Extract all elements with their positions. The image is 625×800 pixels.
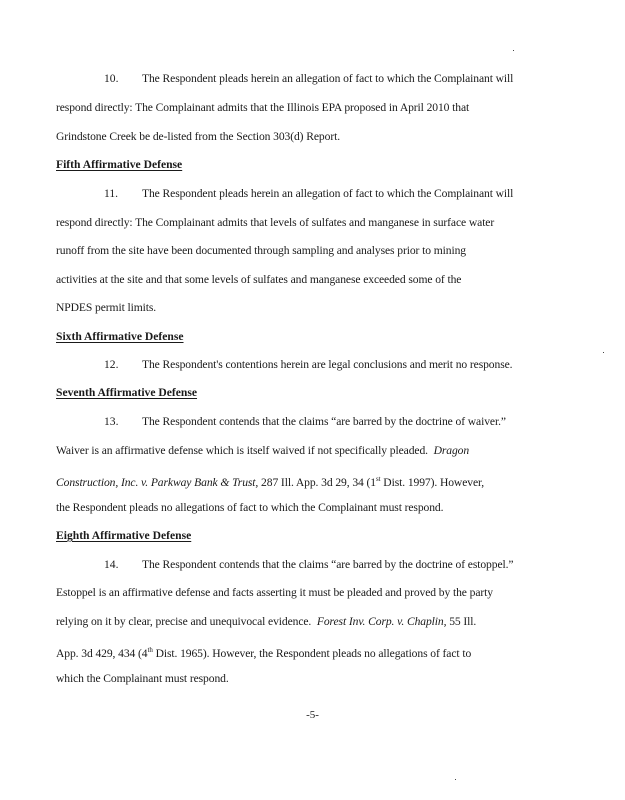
paragraph-line: Estoppel is an affirmative defense and facts asserting it must be pleaded and proved by the party — [56, 586, 493, 599]
paragraph-line: runoff from the site have been documented through sampling and analyses prior to mining — [56, 244, 466, 257]
paragraph-line — [56, 615, 476, 629]
paragraph-line — [56, 643, 471, 661]
paragraph-line — [56, 472, 484, 490]
paragraph-line: The Respondent's contentions herein are legal conclusions and merit no response. — [142, 358, 513, 371]
paragraph-line: which the Complainant must respond. — [56, 672, 229, 685]
section-heading: Fifth Affirmative Defense — [56, 158, 183, 171]
citation-text: 287 Ill. App. 3d 29, 34 (1 — [261, 475, 376, 489]
page-number: -5- — [306, 709, 319, 721]
citation-superscript: st — [376, 475, 381, 483]
paragraph-number: 10. — [104, 72, 119, 85]
paragraph-line — [56, 444, 469, 458]
paragraph-line: activities at the site and that some levels of sulfates and manganese exceeded some of the — [56, 273, 462, 286]
scan-speck — [603, 352, 604, 353]
section-heading: Eighth Affirmative Defense — [56, 529, 192, 542]
citation-text: Dist. 1965). However, the Respondent pleads no allegations of fact to — [155, 646, 472, 660]
paragraph-line: The Respondent pleads herein an allegation of fact to which the Complainant will — [142, 187, 514, 200]
paragraph-number: 13. — [104, 415, 119, 428]
paragraph-line: the Respondent pleads no allegations of fact to which the Complainant must respond. — [56, 501, 444, 514]
paragraph-line: respond directly: The Complainant admits that levels of sulfates and manganese in surface water — [56, 216, 495, 229]
section-heading: Sixth Affirmative Defense — [56, 330, 184, 343]
case-name-italic: Construction, Inc. v. Parkway Bank & Trust, — [56, 475, 259, 489]
citation-text: 55 Ill. — [449, 615, 477, 628]
paragraph-number: 12. — [104, 358, 119, 371]
citation-text: Dist. 1997). However, — [383, 475, 485, 489]
paragraph-line-text: relying on it by clear, precise and unequivocal evidence. — [56, 615, 312, 628]
case-name-italic: Forest Inv. Corp. v. Chaplin, — [316, 615, 447, 628]
scan-speck — [455, 779, 456, 780]
paragraph-line: The Respondent contends that the claims “are barred by the doctrine of waiver.” — [142, 415, 506, 428]
paragraph-number: 14. — [104, 558, 119, 571]
paragraph-line: respond directly: The Complainant admits that the Illinois EPA proposed in April 2010 that — [56, 101, 470, 114]
case-name-italic: Dragon — [433, 444, 470, 457]
paragraph-line: The Respondent contends that the claims “are barred by the doctrine of estoppel.” — [142, 558, 514, 571]
paragraph-line: Grindstone Creek be de-listed from the Section 303(d) Report. — [56, 130, 340, 143]
paragraph-line: The Respondent pleads herein an allegation of fact to which the Complainant will — [142, 72, 514, 85]
citation-superscript: th — [147, 646, 153, 654]
citation-text: App. 3d 429, 434 (4 — [56, 646, 148, 660]
scan-speck — [513, 50, 514, 51]
paragraph-line-text: Waiver is an affirmative defense which is itself waived if not specifically pleaded. — [56, 444, 428, 457]
paragraph-number: 11. — [104, 187, 119, 200]
paragraph-line: NPDES permit limits. — [56, 301, 157, 314]
section-heading: Seventh Affirmative Defense — [56, 386, 198, 399]
